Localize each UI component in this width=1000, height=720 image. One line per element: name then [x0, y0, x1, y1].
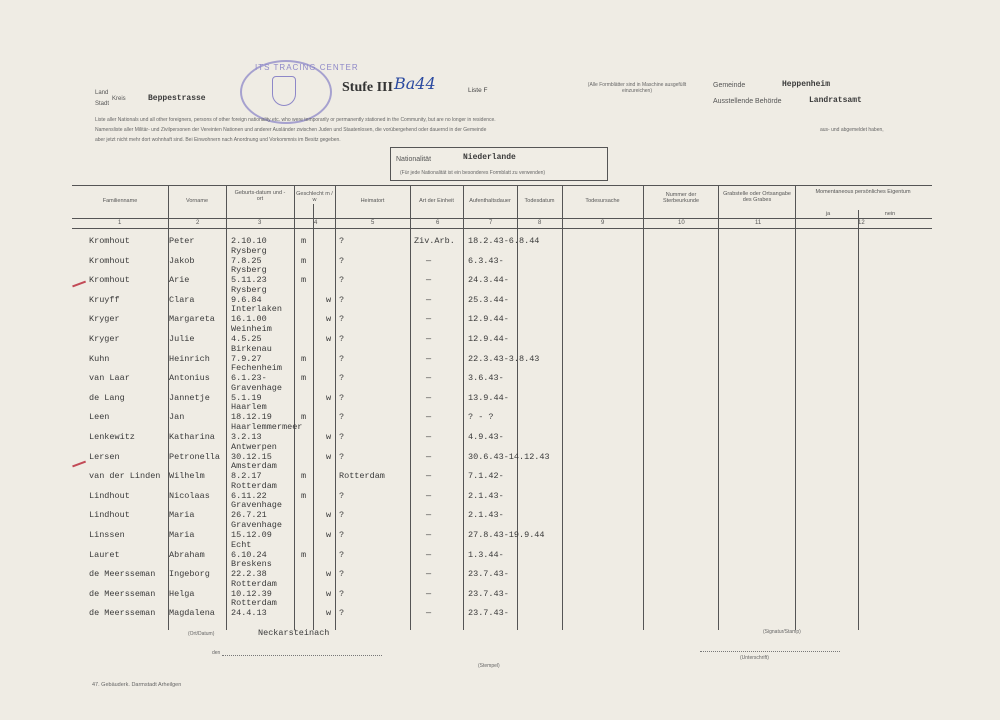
ort-label: (Ort/Datum)	[188, 631, 215, 637]
row-geburtsort: Rotterdam	[231, 578, 277, 589]
row-geburtsdatum: 6.1.23-	[231, 373, 267, 384]
row-aufenthalt: 6.3.43-	[468, 255, 504, 266]
row-geschlecht: w	[326, 608, 332, 619]
behoerde-label: Ausstellende Behörde	[713, 98, 782, 105]
col-num-12: 12	[858, 220, 865, 226]
row-geburtsdatum: 7.8.25	[231, 255, 262, 266]
row-familienname: Lindhout	[89, 510, 130, 521]
row-heimatort: ?	[339, 334, 345, 344]
row-geburtsort: Fechenheim	[231, 363, 283, 374]
row-vorname: Abraham	[169, 549, 205, 560]
row-familienname: de Lang	[89, 392, 125, 403]
row-geburtsort: Antwerpen	[231, 441, 277, 452]
row-familienname: Kromhout	[89, 255, 130, 266]
row-geschlecht: m	[301, 412, 307, 423]
note-top-right: (Alle Formblätter sind in Maschine ausgefüllt einzureichen)	[587, 82, 687, 94]
row-vorname: Jakob	[169, 255, 195, 266]
col-num-7: 7	[489, 220, 493, 226]
row-einheit: —	[426, 451, 432, 462]
row-einheit: —	[426, 608, 432, 619]
street-value: Beppestrasse	[148, 94, 206, 103]
row-einheit: —	[426, 530, 432, 540]
row-geschlecht: m	[301, 275, 307, 286]
row-geburtsdatum: 8.2.17	[231, 471, 262, 482]
row-geschlecht: w	[326, 432, 332, 442]
col-line-8	[562, 185, 563, 630]
stempel-label: (Stempel)	[478, 663, 500, 669]
row-geburtsdatum: 7.9.27	[231, 353, 262, 364]
row-vorname: Jannetje	[169, 392, 210, 403]
row-geburtsdatum: 6.11.22	[231, 490, 267, 501]
col-header-geschlecht: Geschlecht m / w	[296, 191, 333, 203]
col-header-todesursache: Todesursache	[585, 198, 620, 204]
col-header-todesdatum: Todesdatum	[524, 198, 555, 204]
row-geschlecht: m	[301, 373, 307, 384]
row-familienname: Lenkewitz	[89, 432, 135, 442]
row-familienname: de Meersseman	[89, 569, 156, 580]
table-header-rule	[72, 218, 932, 219]
row-heimatort: ?	[339, 353, 345, 364]
row-vorname: Peter	[169, 236, 195, 246]
row-einheit: Ziv.Arb.	[414, 236, 455, 246]
row-einheit: —	[426, 392, 432, 403]
row-geburtsdatum: 30.12.15	[231, 451, 272, 462]
intro-line-3: aber jetzt nicht mehr dort wohnhaft sind. Bei Einwohnern nach Anordnung und Vorkommnis im Besitz gegeben.	[95, 137, 341, 143]
row-geschlecht: m	[301, 255, 307, 266]
row-aufenthalt: 25.3.44-	[468, 294, 509, 305]
col-num-6: 6	[436, 220, 440, 226]
row-heimatort: ?	[339, 608, 345, 619]
col-line-2	[226, 185, 227, 630]
intro-line-2-end: aus- und abgemeldet haben,	[820, 127, 884, 133]
col-num-4: 4	[314, 220, 318, 226]
nationality-note: (Für jede Nationalität ist ein besonderes Formblatt zu verwenden)	[400, 170, 546, 176]
col-line-12a	[858, 210, 859, 630]
row-familienname: van Laar	[89, 373, 130, 384]
row-aufenthalt: ? - ?	[468, 412, 494, 423]
row-einheit: —	[426, 412, 432, 423]
row-familienname: de Meersseman	[89, 608, 156, 619]
row-aufenthalt: 24.3.44-	[468, 275, 509, 286]
row-geburtsort: Rysberg	[231, 284, 267, 295]
col-header-eigentum-nein: nein	[884, 211, 896, 217]
row-einheit: —	[426, 294, 432, 305]
row-heimatort: ?	[339, 588, 345, 599]
row-familienname: Kromhout	[89, 236, 130, 246]
row-heimatort: ?	[339, 236, 345, 246]
row-einheit: —	[426, 314, 432, 325]
col-header-aufenthalt: Aufenthaltsdauer	[469, 198, 511, 204]
row-geburtsort: Weinheim	[231, 324, 272, 334]
row-einheit: —	[426, 569, 432, 580]
row-vorname: Nicolaas	[169, 490, 210, 501]
printer-imprint: 47. Gebäuderk. Darmstadt Arheilgen	[92, 682, 182, 688]
signature-stamp-label: (Signatur/Stamp)	[763, 629, 801, 635]
row-geschlecht: w	[326, 588, 332, 599]
row-einheit: —	[426, 510, 432, 521]
col-header-eigentum: Momentaneous persönliches Eigentum	[815, 189, 911, 195]
last-birthplace: Neckarsteinach	[258, 628, 330, 638]
row-heimatort: ?	[339, 275, 345, 286]
row-heimatort: ?	[339, 373, 345, 384]
land-label: Land	[95, 90, 109, 96]
row-geburtsort: Interlaken	[231, 304, 283, 315]
row-heimatort: ?	[339, 392, 345, 403]
row-heimatort: ?	[339, 569, 345, 580]
stamp-text: ITS TRACING CENTER	[255, 63, 359, 72]
row-geburtsdatum: 6.10.24	[231, 549, 267, 560]
row-aufenthalt: 4.9.43-	[468, 432, 504, 442]
stufe-title: Stufe III	[342, 80, 393, 95]
table-top-rule	[72, 185, 932, 186]
row-einheit: —	[426, 471, 432, 482]
row-geschlecht: m	[301, 471, 307, 482]
row-familienname: Kryger	[89, 314, 120, 325]
col-line-4	[335, 185, 336, 630]
col-line-9	[643, 185, 644, 630]
row-geschlecht: w	[326, 392, 332, 403]
row-aufenthalt: 2.1.43-	[468, 510, 504, 521]
row-geburtsdatum: 22.2.38	[231, 569, 267, 580]
col-num-9: 9	[601, 220, 605, 226]
row-geburtsdatum: 18.12.19	[231, 412, 272, 423]
row-familienname: Linssen	[89, 530, 125, 540]
row-geburtsdatum: 3.2.13	[231, 432, 262, 442]
col-line-3	[294, 185, 295, 630]
row-heimatort: ?	[339, 412, 345, 423]
row-vorname: Ingeborg	[169, 569, 210, 580]
row-vorname: Clara	[169, 294, 195, 305]
row-geburtsort: Amsterdam	[231, 461, 277, 472]
row-geschlecht: w	[326, 510, 332, 521]
row-geburtsort: Echt	[231, 539, 252, 550]
nationality-label: Nationalität	[396, 156, 432, 163]
row-vorname: Magdalena	[169, 608, 215, 619]
row-aufenthalt: 1.3.44-	[468, 549, 504, 560]
row-einheit: —	[426, 588, 432, 599]
row-einheit: —	[426, 490, 432, 501]
row-familienname: Kuhn	[89, 353, 110, 364]
row-geburtsort: Gravenhage	[231, 520, 283, 530]
stadt-label: Stadt	[95, 101, 110, 107]
row-aufenthalt: 27.8.43-19.9.44	[468, 530, 545, 540]
row-geburtsort: Rysberg	[231, 245, 267, 256]
row-heimatort: ?	[339, 314, 345, 325]
col-line-5	[410, 185, 411, 630]
row-einheit: —	[426, 373, 432, 384]
row-einheit: —	[426, 353, 432, 364]
row-vorname: Maria	[169, 510, 195, 521]
col-line-1	[168, 185, 169, 630]
row-familienname: van der Linden	[89, 471, 161, 482]
row-aufenthalt: 12.9.44-	[468, 334, 509, 344]
row-geburtsort: Gravenhage	[231, 382, 283, 393]
signature-line	[700, 651, 840, 653]
row-geschlecht: w	[326, 314, 332, 325]
row-aufenthalt: 12.9.44-	[468, 314, 509, 325]
row-vorname: Jan	[169, 412, 185, 423]
row-aufenthalt: 7.1.42-	[468, 471, 504, 482]
row-heimatort: ?	[339, 432, 345, 442]
row-heimatort: ?	[339, 255, 345, 266]
row-geschlecht: m	[301, 353, 307, 364]
row-geschlecht: w	[326, 569, 332, 580]
row-vorname: Maria	[169, 530, 195, 540]
row-heimatort: Rotterdam	[339, 471, 385, 482]
stamp-shield-icon	[272, 76, 296, 106]
row-geburtsort: Breskens	[231, 559, 272, 570]
row-vorname: Arie	[169, 275, 190, 286]
table-num-rule	[72, 228, 932, 229]
row-aufenthalt: 23.7.43-	[468, 608, 509, 619]
row-geburtsort: Rysberg	[231, 265, 267, 276]
row-heimatort: ?	[339, 451, 345, 462]
row-geburtsort: Haarlem	[231, 402, 267, 413]
row-aufenthalt: 2.1.43-	[468, 490, 504, 501]
intro-line-1: Liste aller Nationals und all other foreigners, persons of other foreign nationality etc. who were temporarily or permanently stationed in the Community, but are no longer in residence.	[95, 117, 496, 123]
date-line	[222, 655, 382, 657]
row-familienname: Kruyff	[89, 294, 120, 305]
row-familienname: Kryger	[89, 334, 120, 344]
liste-label: Liste F	[468, 87, 488, 94]
row-heimatort: ?	[339, 549, 345, 560]
row-geschlecht: m	[301, 549, 307, 560]
col-num-8: 8	[538, 220, 542, 226]
row-geburtsort: Birkenau	[231, 343, 272, 354]
row-einheit: —	[426, 334, 432, 344]
gemeinde-label: Gemeinde	[713, 82, 746, 89]
col-num-1: 1	[118, 220, 122, 226]
row-vorname: Katharina	[169, 432, 215, 442]
row-geschlecht: w	[326, 530, 332, 540]
row-geschlecht: w	[326, 451, 332, 462]
col-line-10	[718, 185, 719, 630]
row-geburtsort: Rotterdam	[231, 598, 277, 609]
row-einheit: —	[426, 255, 432, 266]
row-familienname: Kromhout	[89, 275, 130, 286]
row-aufenthalt: 18.2.43-6.8.44	[468, 236, 540, 246]
col-num-2: 2	[196, 220, 200, 226]
row-heimatort: ?	[339, 490, 345, 501]
row-aufenthalt: 30.6.43-14.12.43	[468, 451, 550, 462]
row-geburtsdatum: 24.4.13	[231, 608, 267, 619]
row-aufenthalt: 23.7.43-	[468, 569, 509, 580]
row-geburtsdatum: 5.1.19	[231, 392, 262, 403]
row-vorname: Antonius	[169, 373, 210, 384]
row-familienname: Lauret	[89, 549, 120, 560]
row-geburtsdatum: 5.11.23	[231, 275, 267, 286]
row-geschlecht: w	[326, 334, 332, 344]
row-geburtsdatum: 15.12.09	[231, 530, 272, 540]
col-header-heimatort: Heimatort	[360, 198, 385, 204]
col-num-11: 11	[755, 220, 762, 226]
col-header-eigentum-ja: ja	[825, 211, 831, 217]
col-header-grabstelle: Grabstelle oder Ortsangabe des Grabes	[723, 191, 791, 203]
handwritten-note: Ba44	[394, 74, 436, 93]
col-num-5: 5	[371, 220, 375, 226]
row-vorname: Petronella	[169, 451, 221, 462]
row-geburtsdatum: 9.6.84	[231, 294, 262, 305]
row-familienname: Lersen	[89, 451, 120, 462]
row-geburtsort: Haarlemmermeer	[231, 422, 303, 432]
row-einheit: —	[426, 549, 432, 560]
row-vorname: Julie	[169, 334, 195, 344]
col-header-vorname: Vorname	[185, 198, 208, 204]
row-heimatort: ?	[339, 530, 345, 540]
row-einheit: —	[426, 275, 432, 286]
row-vorname: Heinrich	[169, 353, 210, 364]
col-line-4a	[313, 204, 314, 630]
row-geburtsdatum: 10.12.39	[231, 588, 272, 599]
row-geschlecht: m	[301, 236, 307, 246]
row-aufenthalt: 3.6.43-	[468, 373, 504, 384]
row-heimatort: ?	[339, 510, 345, 521]
gemeinde-value: Heppenheim	[782, 80, 831, 89]
col-header-familienname: Familienname	[102, 198, 138, 204]
row-aufenthalt: 23.7.43-	[468, 588, 509, 599]
col-header-einheit: Art der Einheit	[419, 198, 454, 204]
den-label: den	[212, 650, 221, 656]
kreis-label: Kreis	[112, 96, 126, 102]
col-header-sterbeurkunde: Nummer der Sterbeurkunde	[662, 192, 700, 204]
row-aufenthalt: 22.3.43-3.8.43	[468, 353, 540, 364]
row-familienname: Lindhout	[89, 490, 130, 501]
row-heimatort: ?	[339, 294, 345, 305]
row-vorname: Wilhelm	[169, 471, 205, 482]
col-line-6	[463, 185, 464, 630]
row-geburtsdatum: 26.7.21	[231, 510, 267, 521]
col-num-10: 10	[678, 220, 685, 226]
unterschrift-label: (Unterschrift)	[740, 655, 769, 661]
row-geburtsdatum: 2.10.10	[231, 236, 267, 246]
col-num-3: 3	[258, 220, 262, 226]
row-geschlecht: m	[301, 490, 307, 501]
row-familienname: Leen	[89, 412, 110, 423]
col-line-11	[795, 185, 796, 630]
behoerde-value: Landratsamt	[809, 96, 862, 105]
row-geburtsdatum: 16.1.00	[231, 314, 267, 325]
row-geschlecht: w	[326, 294, 332, 305]
row-geburtsdatum: 4.5.25	[231, 334, 262, 344]
row-familienname: de Meersseman	[89, 588, 156, 599]
row-vorname: Margareta	[169, 314, 215, 325]
intro-line-2: Namensliste aller Militär- und Zivilpersonen der Vereinten Nationen und anderer Ausländer zwischen Juden und Staatenlosen, die vorübergehend oder dauernd in der Gemeinde	[95, 127, 487, 133]
nationality-value: Niederlande	[463, 153, 516, 162]
row-vorname: Helga	[169, 588, 195, 599]
col-line-7	[517, 185, 518, 630]
row-einheit: —	[426, 432, 432, 442]
col-header-geburt: Geburts-datum und -ort	[234, 190, 286, 202]
row-aufenthalt: 13.9.44-	[468, 392, 509, 403]
row-geburtsort: Rotterdam	[231, 480, 277, 491]
row-geburtsort: Gravenhage	[231, 500, 283, 511]
